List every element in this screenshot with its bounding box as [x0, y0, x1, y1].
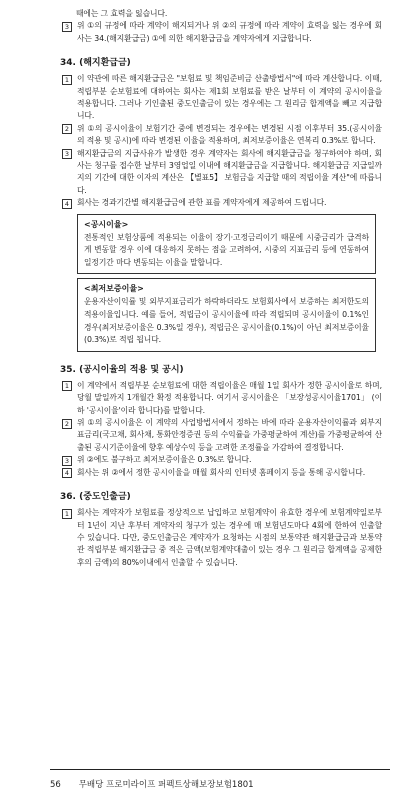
item-text: 위 ②에도 불구하고 최저보증이율은 0.3%로 합니다. — [77, 455, 252, 465]
clause-item — [62, 148, 382, 198]
item-number: 1 — [62, 509, 72, 519]
item-number: 3 — [62, 149, 72, 159]
item-number: 2 — [62, 124, 72, 134]
clause-item — [62, 123, 382, 148]
section-heading-35: 35. (공시이율의 적용 및 공시) — [60, 364, 184, 375]
item-text: 위 ①의 공시이율이 보험기간 중에 변경되는 경우에는 변경된 시점 이후부터 35.(공시이율의 적용 및 공시)에 따라 변경된 이율을 적용하며, 최저보증이율은 연복리 0.3%로 합니다. — [77, 123, 382, 146]
item-number: 3 — [62, 22, 72, 32]
box-text: 전통적인 보험상품에 적용되는 이율이 장기·고정금리이기 때문에 시중금리가 급격하게 변동할 경우 이에 대응하지 못하는 점을 고려하여, 시중의 지표금리 등에 연동하여 일정기간 마다 변동되는 이율을 말합니다. — [84, 232, 369, 267]
item-text: 위 ①의 규정에 따라 계약이 해지되거나 위 ②의 규정에 따라 계약이 효력을 잃는 경우에 회사는 34.(해지환급금) ①에 의한 해지환급금을 계약자에게 지급합니다. — [77, 21, 382, 43]
box-title: <공시이율> — [84, 219, 129, 229]
box-text: 운용자산이익률 및 외부지표금리가 하락하더라도 보험회사에서 보증하는 최저한도의 적용이율입니다. 예를 들어, 적립금이 공시이율에 따라 적립되며 공시이율이 0.1%인 경우(최저보증이율은 0.3%일 경우), 적립금은 공시이율(0.1%)이 아닌 최저보증이율(0.3%)로 적립 됩니다. — [84, 297, 369, 345]
clause-item — [62, 380, 382, 417]
clause-item — [62, 197, 382, 209]
item-number: 2 — [62, 419, 72, 429]
item-number: 4 — [62, 199, 72, 209]
clause-item — [62, 20, 382, 45]
clause-item — [62, 467, 382, 479]
item-text: 위 ①의 공시이율은 이 계약의 사업방법서에서 정하는 바에 따라 운용자산이익률과 외부지표금리(국고채, 회사채, 통화안정증권 등의 수익률을 가중평균하여 계산)를 가중평균하여 산출된 공시기준이율에 향후 예상수익 등을 고려한 조정률을 가감하여 결정합니다. — [77, 418, 382, 452]
item-number: 4 — [62, 468, 72, 478]
section-heading-34: 34. (해지환급금) — [60, 58, 131, 69]
item-text: 해지환급금의 지급사유가 발생한 경우 계약자는 회사에 해지환급금을 청구하여야 하며, 회사는 청구를 접수한 날부터 3영업일 이내에 해지환급금을 지급합니다. 해지환급금 지급일까지의 기간에 대한 이자의 계산은 【별표5】 보험금을 지급할 때의 적립이율 계산"에 따릅니다. — [77, 148, 382, 195]
clause-item — [62, 507, 382, 569]
definition-box-public-rate — [77, 214, 376, 275]
item-text: 이 약관에 따른 해지환급금은 "보험료 및 책임준비금 산출방법서"에 따라 계산합니다. 이때, 적립부분 순보험료에 대하여는 회사는 제1회 보험료를 받은 날부터 이 계약의 공시이율을 적용합니다. 그러나 기인출된 중도인출금이 있는 경우에는 그 원리금 합계액을 빼고 지급합니다. — [77, 74, 382, 121]
section-heading-36: 36. (중도인출금) — [60, 492, 131, 503]
continuation-text: 때에는 그 효력을 잃습니다. — [76, 9, 168, 18]
item-number: 1 — [62, 381, 72, 391]
item-number: 3 — [62, 456, 72, 466]
definition-box-min-rate — [77, 278, 376, 351]
item-text: 회사는 경과기간별 해지환급금에 관한 표를 계약자에게 제공하여 드립니다. — [77, 198, 327, 208]
clause-item — [62, 417, 382, 454]
footer-title: 무배당 프로미라이프 퍼펙트상해보장보험1801 — [78, 780, 254, 790]
item-text: 이 계약에서 적립부분 순보험료에 대한 적립이율은 매월 1일 회사가 정한 공시이율로 하며, 당월 말일까지 1개월간 확정 적용합니다. 여기서 공시이율은 「보장성공시이율1701」 (이하 '공시이율'이라 합니다)를 말합니다. — [77, 380, 382, 415]
item-text: 회사는 위 ②에서 정한 공시이율을 매월 회사의 인터넷 홈페이지 등을 통해 공시합니다. — [77, 467, 366, 477]
item-number: 1 — [62, 75, 72, 85]
clause-item — [62, 454, 382, 466]
page-footer — [50, 769, 390, 790]
box-title: <최저보증이율> — [84, 284, 144, 294]
item-text: 회사는 계약자가 보험료를 정상적으로 납입하고 보험계약이 유효한 경우에 보험계약일로부터 1년이 지난 후부터 계약자의 청구가 있는 경우에 매 보험년도마다 4회에 한하여 인출할 수 있습니다. 다만, 중도인출금은 계약자가 요청하는 시점의 보통약관 해지환급금과 보통약관 적립부분 해지환급금 중 적은 금액(보험계약대출이 있는 경우 그 원리금 합계액을 공제한 후의 금액)의 80%이내에서 인출할 수 있습니다. — [77, 508, 382, 567]
clause-item — [62, 73, 382, 123]
page-number: 56 — [50, 780, 61, 790]
document-page — [62, 8, 382, 569]
